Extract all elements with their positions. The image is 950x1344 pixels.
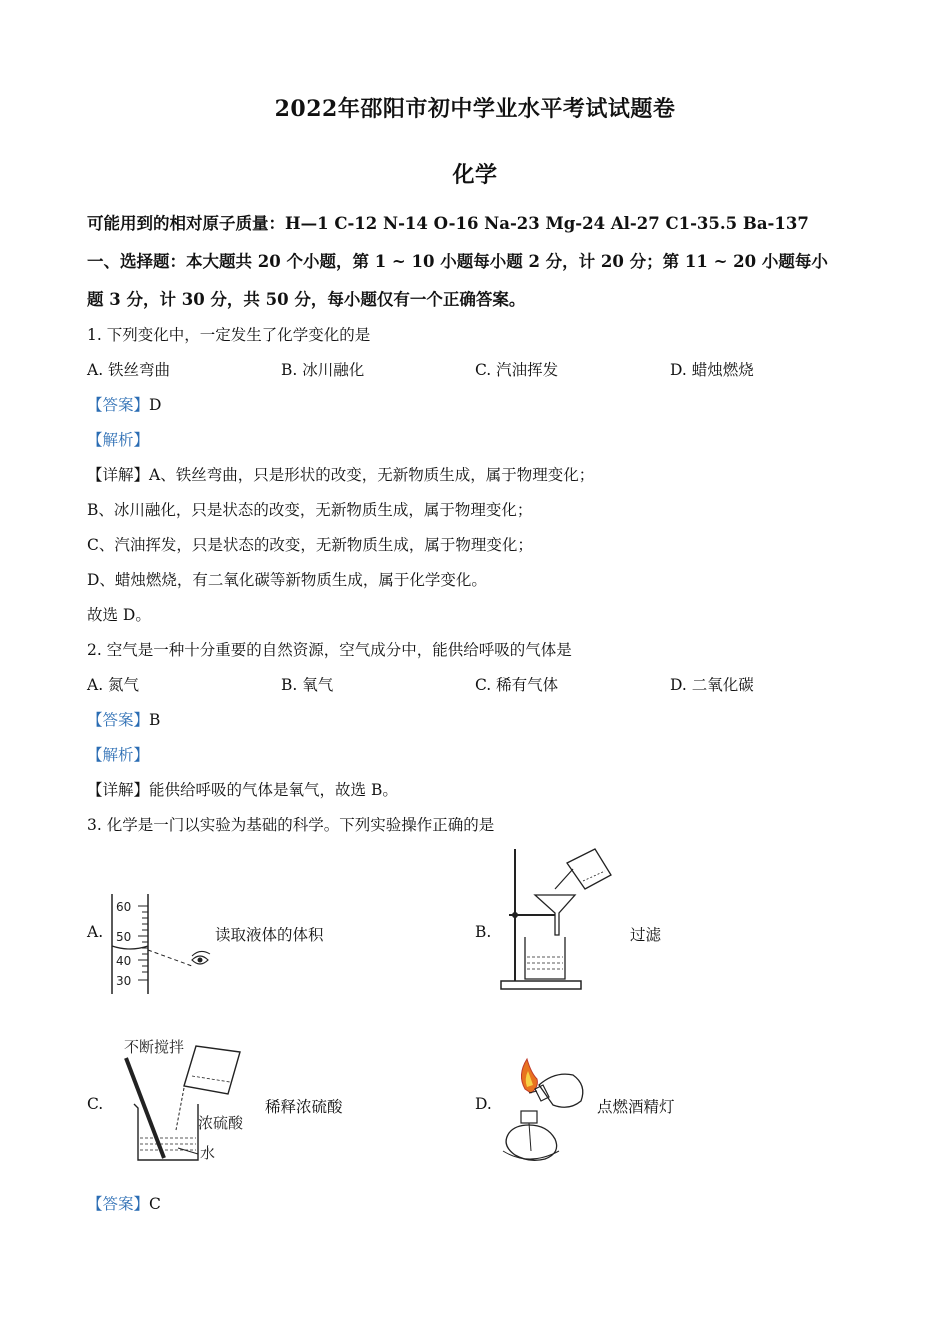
stir-label: 不断搅拌: [124, 1038, 185, 1056]
q3-figure-d-label: D.: [475, 1095, 492, 1113]
q2-detail: 【详解】能供给呼吸的气体是氧气，故选 B。: [87, 781, 398, 799]
q1-detail-3: C、汽油挥发，只是状态的改变，无新物质生成，属于物理变化；: [87, 536, 533, 554]
q2-answer-value: B: [149, 711, 161, 729]
q2-stem: 2. 空气是一种十分重要的自然资源，空气成分中，能供给呼吸的气体是: [87, 641, 572, 659]
q3-figure-b-caption: 过滤: [630, 926, 662, 944]
detail-tag: 【详解】: [87, 781, 150, 799]
answer-tag: 【答案】: [87, 396, 150, 414]
detail-tag: 【详解】: [87, 466, 150, 484]
q1-option-c: C. 汽油挥发: [475, 361, 559, 379]
acid-label: 浓硫酸: [198, 1114, 244, 1132]
q1-detail-1: 【详解】A、铁丝弯曲，只是形状的改变，无新物质生成，属于物理变化；: [87, 466, 595, 484]
q3-stem: 3. 化学是一门以实验为基础的科学。下列实验操作正确的是: [87, 816, 495, 834]
q3-figure-a-caption: 读取液体的体积: [215, 926, 324, 944]
q1-stem: 1. 下列变化中，一定发生了化学变化的是: [87, 326, 371, 344]
q2-option-d: D. 二氧化碳: [670, 676, 754, 694]
q1-option-b: B. 冰川融化: [281, 361, 365, 379]
q3-figure-a-label: A.: [87, 923, 104, 941]
water-label: 水: [200, 1144, 216, 1162]
q3-figure-c-label: C.: [87, 1095, 104, 1113]
tick-label-40: 40: [116, 954, 132, 968]
q2-analysis: [87, 743, 149, 765]
q1-conclusion: 故选 D。: [87, 606, 151, 624]
q1-option-d: D. 蜡烛燃烧: [670, 361, 754, 379]
q1-detail-2: B、冰川融化，只是状态的改变，无新物质生成，属于物理变化；: [87, 501, 533, 519]
q1-analysis: [87, 428, 149, 450]
eye-icon: [192, 951, 210, 964]
dilution-figure: [112, 1030, 262, 1170]
analysis-tag: 【解析】: [87, 746, 150, 764]
page-title: 2022年邵阳市初中学业水平考试试题卷: [274, 96, 676, 122]
answer-tag: 【答案】: [87, 1195, 150, 1213]
q1-answer-value: D: [149, 396, 162, 414]
q3-answer: [87, 1192, 161, 1214]
filtration-figure: [495, 845, 620, 995]
tick-label-60: 60: [116, 900, 132, 914]
q1-option-a: A. 铁丝弯曲: [87, 361, 171, 379]
q3-figure-b-label: B.: [475, 923, 492, 941]
section-header-line1: 一、选择题：本大题共 20 个小题，第 1 ~ 10 小题每小题 2 分，计 20 分；第 11 ~ 20 小题每小: [87, 252, 828, 271]
q1-detail-4: D、蜡烛燃烧，有二氧化碳等新物质生成，属于化学变化。: [87, 571, 487, 589]
q1-answer: [87, 393, 161, 415]
q2-option-b: B. 氧气: [281, 676, 334, 694]
q3-figure-d-caption: 点燃酒精灯: [597, 1098, 675, 1116]
atomic-masses: 可能用到的相对原子质量：H—1 C-12 N-14 O-16 Na-23 Mg-24 Al-27 C1-35.5 Ba-137: [87, 214, 809, 233]
subject-title: 化学: [452, 162, 498, 188]
alcohol-lamp-figure: [495, 1055, 595, 1167]
q2-option-c: C. 稀有气体: [475, 676, 559, 694]
graduated-cylinder-figure: [108, 890, 218, 1000]
answer-tag: 【答案】: [87, 711, 150, 729]
q3-answer-value: C: [149, 1195, 161, 1213]
tick-label-50: 50: [116, 930, 132, 944]
q3-figure-c-caption: 稀释浓硫酸: [265, 1098, 343, 1116]
tick-label-30: 30: [116, 974, 132, 988]
q2-option-a: A. 氮气: [87, 676, 140, 694]
analysis-tag: 【解析】: [87, 431, 150, 449]
section-header-line2: 题 3 分，计 30 分，共 50 分，每小题仅有一个正确答案。: [87, 290, 526, 309]
q2-answer: [87, 708, 160, 730]
